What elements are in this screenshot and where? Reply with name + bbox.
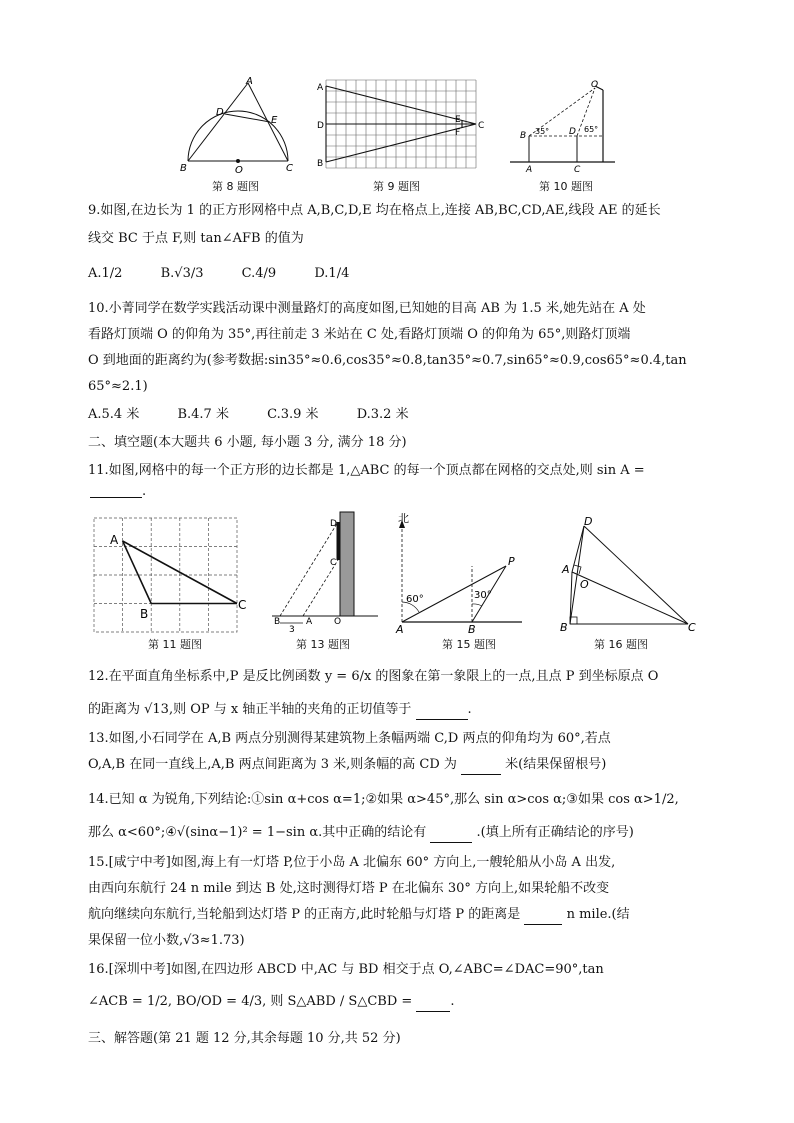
svg-text:北: 北 [398,512,409,525]
q10-option-a: A.5.4 米 [88,407,140,422]
fig8-caption: 第 8 题图 [212,180,259,193]
q9-options [88,264,708,284]
svg-text:O: O [235,165,243,176]
fig16-caption: 第 16 题图 [594,638,648,651]
svg-text:A: A [526,165,533,175]
q15-line4: 果保留一位小数,√3≈1.73) [88,933,245,948]
q16-line1: 16.[深圳中考]如图,在四边形 ABCD 中,AC 与 BD 相交于点 O,∠ABC=∠DAC=90°,tan [88,962,604,977]
svg-text:C: C [330,558,337,568]
svg-text:B: B [140,607,149,621]
q10-option-d: D.3.2 米 [356,407,409,422]
svg-text:O: O [580,578,589,591]
svg-text:35°: 35° [535,127,550,136]
q13-line2: O,A,B 在同一直线上,A,B 两点间距离为 3 米,则条幅的高 CD 为 [88,757,457,772]
figure-9 [312,76,490,172]
figure-11 [92,516,247,634]
q13-line1: 13.如图,小石同学在 A,B 两点分别测得某建筑物上条幅两端 C,D 两点的仰角均为 60°,若点 [88,731,611,746]
q9-line2: 线交 BC 于点 F,则 tan∠AFB 的值为 [88,231,304,246]
svg-text:E: E [455,115,461,125]
q16-answer-blank [416,997,450,1012]
fig10-caption: 第 10 题图 [539,180,593,193]
svg-text:30°: 30° [474,590,492,601]
svg-text:C: C [238,598,247,612]
svg-text:A: A [396,623,404,636]
q14-line1: 14.已知 α 为锐角,下列结论:①sin α+cos α=1;②如果 α>45°,那么 sin α>cos α;③如果 cos α>1/2, [88,792,679,807]
label-A: A [246,76,253,87]
svg-text:D: D [569,127,576,137]
figure-10 [505,78,625,174]
q10-line1: 10.小菁同学在数学实践活动课中测量路灯的高度如图,已知她的目高 AB 为 1.5 米,她先站在 A 处 [88,301,646,316]
q11-answer-blank [90,483,142,498]
q13-answer-blank [461,760,501,775]
svg-text:B: B [560,621,568,634]
q12-answer-blank [416,705,468,720]
svg-text:60°: 60° [406,594,424,605]
q12-line2-row: 的距离为 √13,则 OP 与 x 轴正半轴的夹角的正切值等于 . [88,700,708,720]
svg-text:B: B [520,131,527,141]
fig11-caption: 第 11 题图 [148,638,202,651]
q15-line3-row [88,905,708,925]
figure-15 [394,510,530,634]
q14-line2-row [88,823,708,843]
svg-text:B: B [317,159,324,169]
svg-text:O: O [334,617,342,627]
section-3-heading: 三、解答题(第 21 题 12 分,其余每题 10 分,共 52 分) [88,1031,401,1046]
svg-text:A: A [562,563,570,576]
q16-line2: ∠ACB = 1/2, BO/OD = 4/3, 则 S△ABD / S△CBD = [88,994,413,1009]
section-2-heading: 二、填空题(本大题共 6 小题, 每小题 3 分, 满分 18 分) [88,435,407,450]
fig9-caption: 第 9 题图 [373,180,420,193]
q9-option-a: A.1/2 [88,266,123,281]
q14-line2-tail: .(填上所有正确结论的序号) [476,825,634,840]
svg-text:O: O [591,80,599,90]
svg-text:65°: 65° [584,125,599,134]
svg-text:P: P [508,555,515,568]
q10-line4: 65°≈2.1) [88,379,148,394]
svg-text:C: C [478,121,485,131]
svg-text:A: A [306,617,313,627]
q11-line1: 11.如图,网格中的每一个正方形的边长都是 1,△ABC 的每一个顶点都在网格的交点处,则 sin A = [88,463,645,478]
fig13-caption: 第 13 题图 [296,638,350,651]
q10-options [88,405,708,425]
q9-option-c: C.4/9 [241,266,277,281]
q14-answer-blank [430,828,472,843]
q13-line2-tail: 米(结果保留根号) [505,757,607,772]
q9-option-b: B.√3/3 [160,266,204,281]
q15-answer-blank [524,910,562,925]
q15-line3-tail: n mile.(结 [566,907,630,922]
svg-text:C: C [574,165,581,175]
svg-text:F: F [455,128,461,138]
figure-16 [556,516,700,636]
q15-line2: 由西向东航行 24 n mile 到达 B 处,这时测得灯塔 P 在北偏东 30° 方向上,如果轮船不改变 [88,881,610,896]
q9-line1: 9.如图,在边长为 1 的正方形网格中点 A,B,C,D,E 均在格点上,连接 AB,BC,CD,AE,线段 AE 的延长 [88,203,661,218]
svg-text:D: D [584,515,593,528]
svg-text:E: E [271,115,278,126]
svg-text:3: 3 [289,625,295,635]
q15-line1: 15.[咸宁中考]如图,海上有一灯塔 P,位于小岛 A 北偏东 60° 方向上,一艘轮船从小岛 A 出发, [88,855,616,870]
q12-line1: 12.在平面直角坐标系中,P 是反比例函数 y = 6/x 的图象在第一象限上的一点,且点 P 到坐标原点 O [88,669,659,684]
svg-text:A: A [110,533,119,547]
svg-text:D: D [317,121,324,131]
q10-line2: 看路灯顶端 O 的仰角为 35°,再往前走 3 米站在 C 处,看路灯顶端 O 的仰角为 65°,则路灯顶端 [88,327,631,342]
figure-13 [270,510,382,634]
svg-text:B: B [274,617,281,627]
q10-option-b: B.4.7 米 [177,407,229,422]
q10-line3: O 到地面的距离约为(参考数据:sin35°≈0.6,cos35°≈0.8,tan35°≈0.7,sin65°≈0.9,cos65°≈0.4,tan [88,353,687,368]
svg-text:B: B [468,623,476,636]
svg-text:C: C [286,163,293,174]
svg-text:C: C [688,621,696,634]
svg-text:D: D [216,107,224,118]
figure-8 [180,75,296,175]
svg-text:B: B [180,163,187,174]
svg-text:D: D [330,519,337,529]
q15-line3: 航向继续向东航行,当轮船到达灯塔 P 的正南方,此时轮船与灯塔 P 的距离是 [88,907,521,922]
q13-line2-row [88,755,708,775]
svg-text:A: A [317,83,324,93]
fig15-caption: 第 15 题图 [442,638,496,651]
q10-option-c: C.3.9 米 [267,407,319,422]
q12-line2: 的距离为 √13,则 OP 与 x 轴正半轴的夹角的正切值等于 [88,702,412,717]
q14-line2: 那么 α<60°;④√(sinα−1)² = 1−sin α.其中正确的结论有 [88,825,427,840]
q16-line2-row: ∠ACB = 1/2, BO/OD = 4/3, 则 S△ABD / S△CBD = . [88,992,708,1012]
q9-option-d: D.1/4 [314,266,350,281]
